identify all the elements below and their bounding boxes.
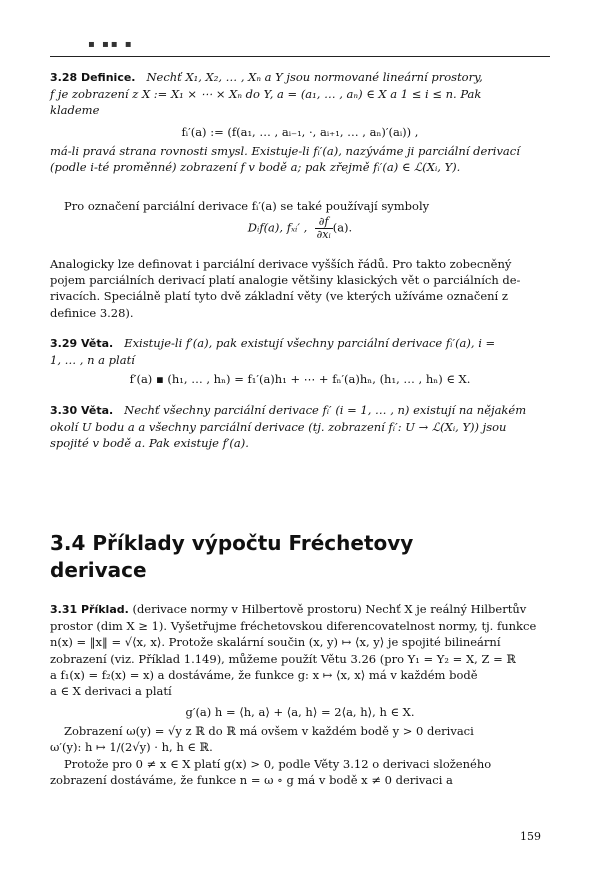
- example-text: n(x) = ‖x‖ = √⟨x, x⟩. Protože skalární součin (x, y) ↦ ⟨x, y⟩ je spojité bilineární: [50, 635, 501, 650]
- definition-label: 3.28 Definice.: [50, 71, 136, 84]
- running-header: ▪ ▪▪ ▪: [88, 39, 134, 50]
- partial-fraction: [315, 216, 333, 241]
- theorem-text: spojité v bodě a. Pak existuje f′(a).: [50, 436, 249, 451]
- theorem-text: Nechť všechny parciální derivace fᵢ′ (i = 1, … , n) existují na nějakém: [124, 403, 527, 417]
- section-heading-line: 3.4 Příklady výpočtu Fréchetovy: [50, 531, 414, 555]
- definition-text: klademe: [50, 103, 100, 118]
- definition-equation: fᵢ′(a) := (f(a₁, … , aᵢ₋₁, ·, aᵢ₊₁, … , aₙ)′(aᵢ)) ,: [181, 124, 419, 139]
- theorem-label: 3.30 Věta.: [50, 404, 114, 417]
- theorem-3-29: [50, 335, 550, 388]
- theorem-text: Existuje-li f′(a), pak existují všechny parciální derivace fᵢ′(a), i =: [124, 336, 496, 350]
- example-text: ω′(y): h ↦ 1/(2√y) · h, h ∈ ℝ.: [50, 740, 213, 755]
- paragraph-line: definice 3.28).: [50, 305, 134, 320]
- example-text: zobrazení (viz. Příklad 1.149), můžeme použít Větu 3.26 (pro Y₁ = Y₂ = X, Z = ℝ: [50, 651, 516, 666]
- example-equation: g′(a) h = ⟨h, a⟩ + ⟨a, h⟩ = 2⟨a, h⟩, h ∈ X.: [185, 705, 415, 720]
- fraction-numerator: ∂f: [315, 216, 333, 229]
- theorem-3-30: [50, 402, 550, 452]
- section-heading: [50, 530, 550, 584]
- paragraph-line: Analogicky lze definovat i parciální derivace vyšších řádů. Pro takto zobecněný: [50, 257, 512, 271]
- notation-paragraph: [50, 198, 550, 241]
- notation-symbols: Dᵢf(a), fₓᵢ′ ,: [247, 220, 308, 235]
- definition-3-28: [50, 69, 550, 175]
- definition-text: f je zobrazení z X := X₁ × ⋯ × Xₙ do Y, a = (a₁, … , aₙ) ∈ X a 1 ≤ i ≤ n. Pak: [50, 87, 482, 102]
- example-text: prostor (dim X ≥ 1). Vyšetřujme fréchetovskou diferencovatelnost normy, tj. funkce: [50, 619, 537, 634]
- example-3-31: [50, 601, 550, 788]
- example-text: (derivace normy v Hilbertově prostoru) Nechť X je reálný Hilbertův: [132, 602, 527, 616]
- theorem-label: 3.29 Věta.: [50, 337, 114, 350]
- paper-page: [50, 0, 550, 893]
- paragraph-line: pojem parciálních derivací platí analogie většiny klasických vět o parciálních de-: [50, 273, 521, 288]
- definition-text: (podle i-té proměnné) zobrazení f v bodě a; pak zřejmě fᵢ′(a) ∈ ℒ(Xᵢ, Y).: [50, 159, 461, 174]
- theorem-text: 1, … , n a platí: [50, 353, 135, 368]
- example-text: zobrazení dostáváme, že funkce n = ω ∘ g má v bodě x ≠ 0 derivaci a: [50, 772, 453, 787]
- example-text: Protože pro 0 ≠ x ∈ X platí g(x) > 0, podle Věty 3.12 o derivaci složeného: [64, 756, 492, 771]
- fraction-denominator: ∂xᵢ: [316, 228, 331, 242]
- definition-text: má-li pravá strana rovnosti smysl. Existuje-li fᵢ′(a), nazýváme ji parciální derivací: [50, 143, 520, 158]
- notation-equation: [50, 216, 550, 241]
- example-label: 3.31 Příklad.: [50, 603, 129, 616]
- notation-suffix: (a).: [332, 220, 353, 235]
- page-number: 159: [520, 830, 541, 843]
- example-text: a f₁(x) = f₂(x) = x) a dostáváme, že funkce g: x ↦ ⟨x, x⟩ má v každém bodě: [50, 667, 478, 682]
- theorem-text: okolí U bodu a a všechny parciální derivace (tj. zobrazení fᵢ′: U → ℒ(Xᵢ, Y)) jsou: [50, 420, 507, 435]
- section-heading-line: derivace: [50, 558, 147, 582]
- theorem-equation: f′(a) ▪ (h₁, … , hₙ) = f₁′(a)h₁ + ⋯ + fₙ′(a)hₙ, (h₁, … , hₙ) ∈ X.: [129, 372, 471, 387]
- example-text: Zobrazení ω(y) = √y z ℝ do ℝ má ovšem v každém bodě y > 0 derivaci: [64, 724, 474, 739]
- header-rule: [50, 56, 550, 57]
- example-text: a ∈ X derivaci a platí: [50, 684, 172, 699]
- paragraph-line: rivacích. Speciálně platí tyto dvě základní věty (ve kterých užíváme označení z: [50, 289, 508, 304]
- notation-text: Pro označení parciální derivace fᵢ′(a) se také používají symboly: [64, 199, 430, 213]
- definition-text: Nechť X₁, X₂, … , Xₙ a Y jsou normované lineární prostory,: [146, 70, 483, 84]
- analogy-paragraph: [50, 256, 550, 321]
